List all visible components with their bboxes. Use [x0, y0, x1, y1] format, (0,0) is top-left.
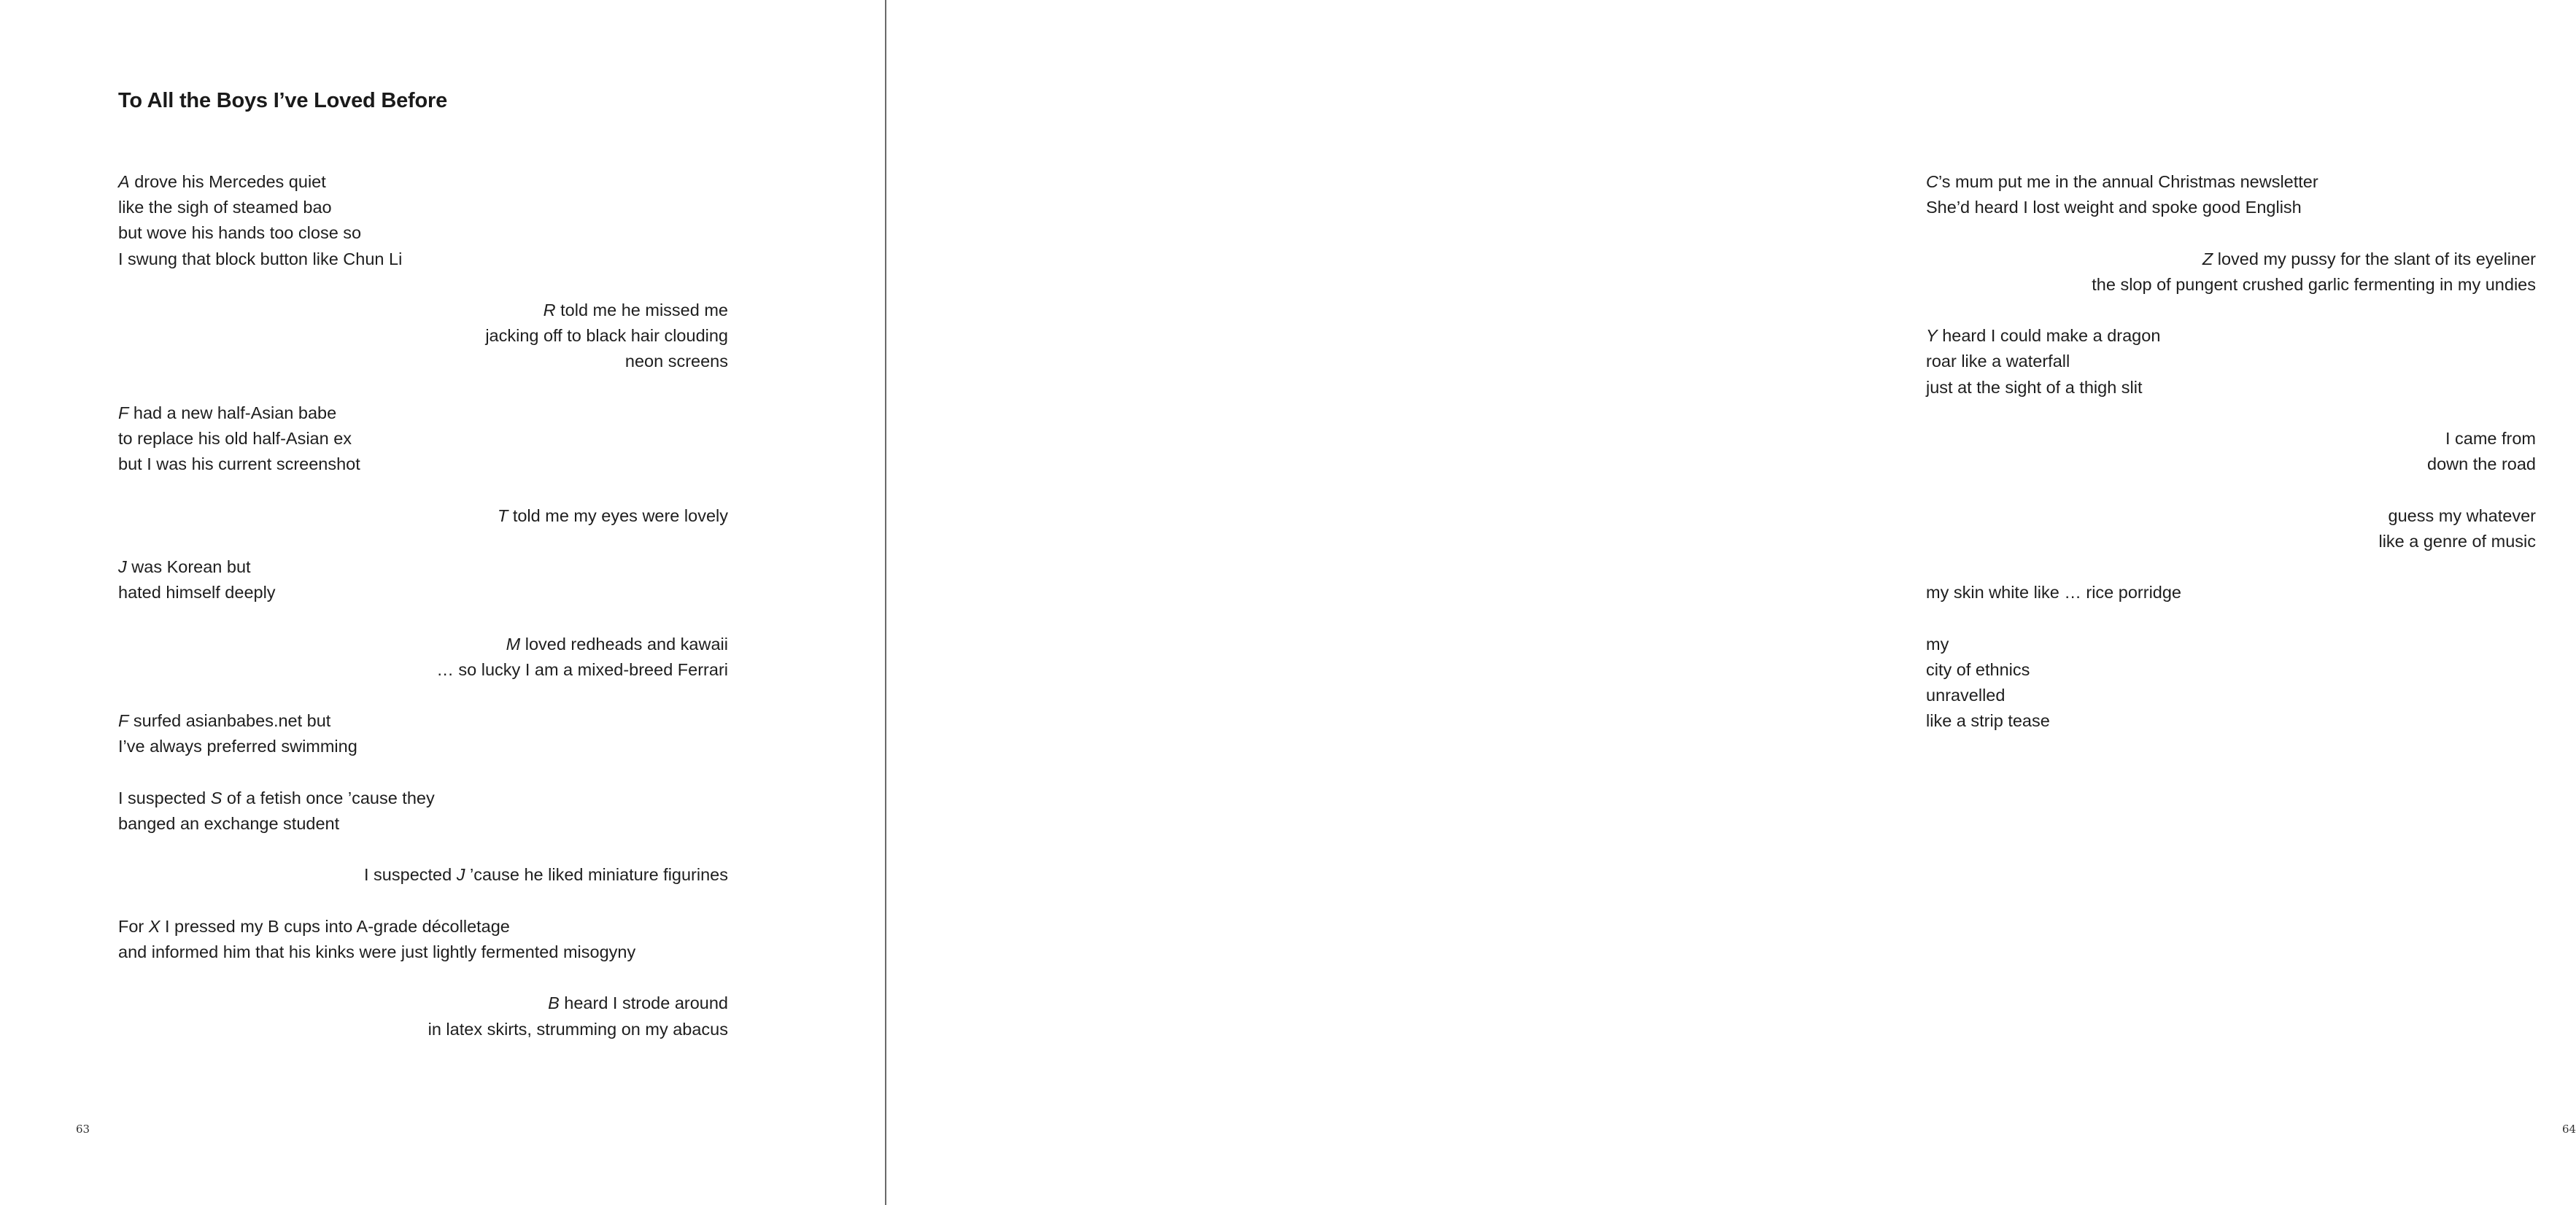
- stanza-break: [1926, 298, 2536, 323]
- stanza: [1926, 169, 2536, 220]
- poem-line: [118, 426, 728, 452]
- stanza: [1926, 632, 2536, 735]
- line-text: city of ethnics: [1926, 659, 2030, 679]
- poem-line: [1926, 247, 2536, 272]
- line-text: hated himself deeply: [118, 583, 276, 602]
- poem-line: [118, 195, 728, 220]
- line-text: jacking off to black hair clouding: [485, 326, 728, 346]
- stanza: [118, 862, 728, 888]
- line-text: just at the sight of a thigh slit: [1926, 377, 2143, 397]
- line-text: I swung that block button like Chun Li: [118, 249, 403, 268]
- stanza-break: [118, 375, 728, 400]
- poem-line: [118, 503, 728, 529]
- poem-line: [118, 247, 728, 272]
- poem-line: [1926, 323, 2536, 349]
- poem-line: [1926, 426, 2536, 452]
- page-number-right: 64: [2562, 1123, 2576, 1136]
- line-text: like the sigh of steamed bao: [118, 198, 332, 217]
- poem-line: [1926, 452, 2536, 477]
- stanza-break: [118, 529, 728, 554]
- line-text: like a strip tease: [1926, 711, 2050, 731]
- poem-line: [118, 786, 728, 811]
- stanza-break: [1926, 477, 2536, 503]
- stanza: [118, 914, 728, 965]
- poem-line: [118, 323, 728, 349]
- initial-italic: M: [506, 634, 521, 654]
- poem-title: To All the Boys I’ve Loved Before: [118, 89, 448, 112]
- line-text: unravelled: [1926, 685, 2006, 705]
- stanza: [1926, 426, 2536, 477]
- line-text: told me my eyes were lovely: [508, 505, 728, 525]
- initial-italic: J: [118, 557, 127, 576]
- poem-line: [118, 708, 728, 734]
- initial-italic: F: [118, 403, 129, 422]
- line-text: like a genre of music: [2378, 531, 2536, 551]
- line-text: the slop of pungent crushed garlic fermenting in my undies: [2092, 274, 2536, 294]
- initial-italic: B: [548, 993, 560, 1013]
- stanza-break: [1926, 605, 2536, 631]
- line-text: in latex skirts, strumming on my abacus: [428, 1019, 728, 1039]
- stanza-break: [118, 272, 728, 298]
- poem-line: [118, 400, 728, 426]
- initial-italic: T: [497, 505, 508, 525]
- line-text: drove his Mercedes quiet: [129, 172, 326, 191]
- line-text: I suspected: [118, 788, 211, 807]
- stanza: [118, 708, 728, 759]
- initial-italic: Y: [1926, 326, 1938, 346]
- line-text: of a fetish once ’cause they: [222, 788, 435, 807]
- stanza: [1926, 323, 2536, 400]
- poem-line: [1926, 580, 2536, 605]
- line-text: loved my pussy for the slant of its eyeliner: [2213, 249, 2536, 268]
- line-text: my: [1926, 634, 1949, 654]
- line-text: For: [118, 916, 149, 936]
- poem-line: [118, 554, 728, 580]
- line-text: I pressed my B cups into A-grade décolletage: [160, 916, 510, 936]
- line-text: guess my whatever: [2388, 505, 2536, 525]
- gutter-divider: [885, 0, 886, 1205]
- line-text: banged an exchange student: [118, 813, 340, 833]
- line-text: roar like a waterfall: [1926, 352, 2070, 371]
- poem-line: [118, 220, 728, 246]
- line-text: loved redheads and kawaii: [520, 634, 728, 654]
- poem-line: [1926, 375, 2536, 400]
- stanza: [118, 632, 728, 683]
- line-text: told me he missed me: [555, 301, 728, 319]
- stanza: [118, 169, 728, 272]
- line-text: I’ve always preferred swimming: [118, 737, 357, 756]
- initial-italic: J: [456, 865, 465, 885]
- poem-line: [1926, 272, 2536, 298]
- poem-line: [118, 169, 728, 195]
- line-text: but I was his current screenshot: [118, 454, 360, 474]
- poem-line: [1926, 195, 2536, 220]
- poem-line: [1926, 632, 2536, 657]
- poem-line: [1926, 349, 2536, 374]
- stanza: [1926, 247, 2536, 298]
- poem-line: [1926, 503, 2536, 529]
- stanza-break: [118, 965, 728, 991]
- initial-italic: C: [1926, 172, 1938, 191]
- initial-italic: F: [118, 711, 129, 731]
- stanza: [1926, 503, 2536, 554]
- stanza-break: [1926, 400, 2536, 426]
- poem-line: [1926, 683, 2536, 708]
- poem-line: [118, 657, 728, 683]
- initial-italic: X: [148, 916, 160, 936]
- line-text: down the road: [2427, 454, 2536, 474]
- poem-line: [118, 914, 728, 939]
- stanza-break: [118, 837, 728, 862]
- stanza: [118, 298, 728, 375]
- initial-italic: Z: [2202, 249, 2213, 268]
- stanza: [118, 554, 728, 605]
- stanza: [1926, 580, 2536, 605]
- line-text: to replace his old half-Asian ex: [118, 429, 352, 448]
- stanza-break: [118, 760, 728, 786]
- initial-italic: A: [118, 172, 130, 191]
- line-text: I came from: [2445, 428, 2536, 448]
- poem-line: [118, 452, 728, 477]
- line-text: my skin white like … rice porridge: [1926, 583, 2181, 602]
- stanza: [118, 786, 728, 837]
- poem-line: [118, 632, 728, 657]
- stanza-break: [1926, 220, 2536, 246]
- line-text: had a new half-Asian babe: [128, 403, 337, 422]
- poem-line: [118, 991, 728, 1016]
- stanza-break: [118, 605, 728, 631]
- initial-italic: S: [210, 788, 223, 807]
- stanza: [118, 503, 728, 529]
- poem-line: [118, 1017, 728, 1042]
- poem-line: [118, 349, 728, 374]
- right-poem-body: [1926, 169, 2536, 734]
- line-text: ’cause he liked miniature figurines: [465, 865, 728, 885]
- right-page: [887, 0, 2576, 1205]
- stanza: [118, 400, 728, 478]
- poem-line: [118, 939, 728, 965]
- line-text: neon screens: [624, 352, 728, 371]
- poem-line: [1926, 657, 2536, 683]
- poem-line: [118, 298, 728, 323]
- line-text: heard I strode around: [559, 993, 728, 1013]
- stanza: [118, 991, 728, 1042]
- left-page: [0, 0, 886, 1205]
- stanza-break: [118, 477, 728, 503]
- line-text: She’d heard I lost weight and spoke good English: [1926, 198, 2302, 217]
- poem-line: [1926, 529, 2536, 554]
- line-text: ’s mum put me in the annual Christmas newsletter: [1938, 172, 2318, 191]
- poem-line: [118, 811, 728, 837]
- initial-italic: R: [543, 301, 556, 319]
- stanza-break: [118, 888, 728, 914]
- stanza-break: [1926, 554, 2536, 580]
- line-text: … so lucky I am a mixed-breed Ferrari: [436, 659, 728, 679]
- line-text: and informed him that his kinks were just lightly fermented misogyny: [118, 942, 636, 961]
- poem-line: [118, 862, 728, 888]
- page-number-left: 63: [76, 1123, 90, 1136]
- line-text: but wove his hands too close so: [118, 223, 362, 243]
- line-text: heard I could make a dragon: [1937, 326, 2161, 346]
- poem-line: [1926, 708, 2536, 734]
- poem-line: [1926, 169, 2536, 195]
- stanza-break: [118, 683, 728, 708]
- line-text: was Korean but: [126, 557, 251, 576]
- line-text: I suspected: [364, 865, 457, 885]
- line-text: surfed asianbabes.net but: [128, 711, 331, 731]
- poem-line: [118, 580, 728, 605]
- left-poem-body: [118, 169, 728, 1042]
- poem-line: [118, 734, 728, 759]
